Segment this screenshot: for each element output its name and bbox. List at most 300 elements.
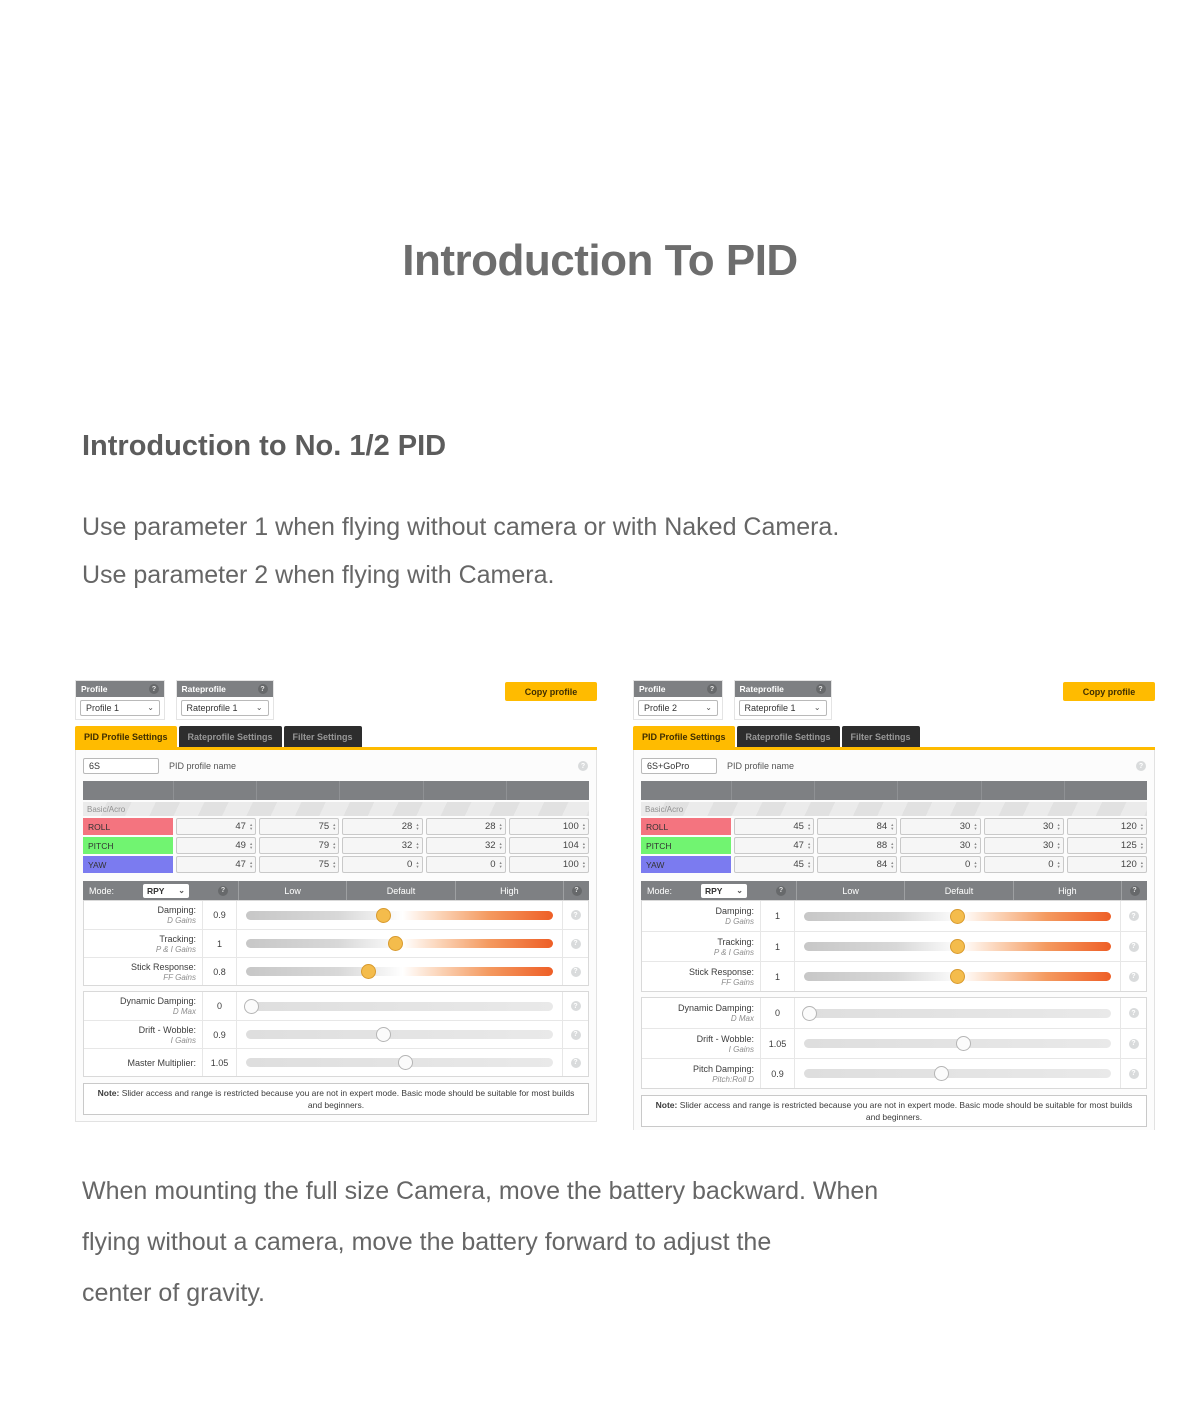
rateprofile-select[interactable] [181, 700, 269, 716]
slider-help-cell [1120, 962, 1146, 991]
pid-value-cell[interactable] [342, 818, 422, 835]
copy-profile-button[interactable]: Copy profile [505, 682, 597, 701]
slider-group-primary [83, 900, 589, 986]
help-icon[interactable]: ? [571, 939, 581, 949]
slider-track[interactable] [804, 972, 1111, 981]
spinner-arrows-icon[interactable] [333, 823, 335, 831]
pid-value-cell[interactable] [426, 856, 506, 873]
pid-value-cell[interactable] [900, 856, 980, 873]
help-icon[interactable]: ? [571, 910, 581, 920]
spinner-down-icon[interactable]: ▾ [582, 825, 586, 831]
profile-box-label: Profile [81, 684, 108, 694]
help-icon[interactable]: ? [816, 684, 826, 694]
rateprofile-box-label: Rateprofile [739, 684, 784, 694]
pid-column-header [897, 781, 980, 800]
profile-select-value: Profile 2 [644, 703, 678, 713]
pid-value-cell[interactable] [1067, 818, 1147, 835]
pid-value-cell[interactable] [734, 818, 814, 835]
pid-value-cell[interactable] [1067, 856, 1147, 873]
slider-track[interactable] [246, 939, 553, 948]
pid-value: 47 [793, 840, 804, 851]
spinner-down-icon[interactable]: ▾ [891, 825, 894, 831]
slider-help-cell [1120, 901, 1146, 931]
pid-value-cell[interactable] [509, 856, 589, 873]
pid-table [83, 781, 589, 873]
rateprofile-box [734, 680, 832, 720]
spinner-down-icon[interactable]: ▾ [1140, 825, 1144, 831]
outro-line: center of gravity. [82, 1279, 265, 1307]
spinner-arrows-icon[interactable] [583, 861, 585, 869]
spinner-up-icon[interactable]: ▴ [807, 859, 811, 865]
slider-label-sub: P & I Gains [713, 947, 754, 957]
slider-label [642, 1029, 760, 1058]
slider-track-area [237, 930, 562, 957]
slider-value: 1 [760, 962, 795, 991]
spinner-up-icon[interactable]: ▴ [1140, 840, 1144, 846]
spinner-up-icon[interactable]: ▴ [1057, 859, 1060, 865]
slider-track[interactable] [246, 911, 553, 920]
slider-row [84, 929, 588, 957]
spinner-arrows-icon[interactable] [416, 861, 418, 869]
slider-group-primary [641, 900, 1147, 992]
help-icon[interactable]: ? [1129, 972, 1139, 982]
slider-label-main: Drift - Wobble: [138, 1024, 196, 1035]
slider-label-sub: FF Gains [721, 977, 754, 987]
pid-value-cell[interactable] [176, 856, 256, 873]
spinner-arrows-icon[interactable] [416, 823, 418, 831]
pid-value: 30 [959, 821, 971, 832]
tab-rateprofile-settings[interactable]: Rateprofile Settings [179, 726, 282, 747]
slider-label [642, 998, 760, 1028]
spinner-up-icon[interactable]: ▴ [1140, 859, 1144, 865]
spinner-down-icon[interactable]: ▾ [499, 863, 502, 869]
spinner-arrows-icon[interactable] [1058, 842, 1060, 850]
settings-tabs [75, 726, 597, 747]
slider-track-area [237, 1021, 562, 1048]
rateprofile-select-value: Rateprofile 1 [186, 703, 238, 713]
spinner-up-icon[interactable]: ▴ [1057, 821, 1060, 827]
slider-value: 0.9 [202, 901, 237, 929]
pid-value: 100 [562, 859, 579, 870]
help-icon[interactable]: ? [1130, 886, 1140, 896]
pid-column-header [173, 781, 256, 800]
pid-column-header [256, 781, 339, 800]
chevron-down-icon: ⌄ [705, 703, 712, 712]
pid-table-row [83, 856, 589, 873]
profile-name-row [83, 756, 589, 776]
slider-track[interactable] [804, 1039, 1111, 1048]
slider-help-cell [562, 930, 588, 957]
slider-knob[interactable] [244, 999, 259, 1014]
spinner-down-icon[interactable]: ▾ [807, 863, 811, 869]
help-icon[interactable]: ? [776, 886, 786, 896]
spinner-arrows-icon[interactable] [1058, 861, 1060, 869]
profile-select[interactable] [80, 700, 160, 716]
help-icon[interactable]: ? [1136, 761, 1146, 771]
pid-value: 0 [965, 859, 971, 870]
pid-group-label: Basic/Acro [83, 802, 589, 816]
pid-value-cell[interactable] [1067, 837, 1147, 854]
spinner-up-icon[interactable]: ▴ [1057, 840, 1060, 846]
pid-value: 84 [876, 821, 888, 832]
slider-label-sub: P & I Gains [155, 944, 196, 954]
pid-value-cell[interactable] [342, 856, 422, 873]
spinner-up-icon[interactable]: ▴ [891, 859, 894, 865]
spinner-down-icon[interactable]: ▾ [974, 863, 977, 869]
spinner-up-icon[interactable]: ▴ [499, 840, 502, 846]
tab-filter-settings[interactable]: Filter Settings [842, 726, 920, 747]
pid-profile-name-input[interactable]: 6S+GoPro [641, 758, 717, 774]
slider-value: 1 [760, 901, 795, 931]
pid-value-cell[interactable] [817, 818, 897, 835]
slider-row [84, 1020, 588, 1048]
spinner-down-icon[interactable]: ▾ [891, 863, 894, 869]
mode-select-value: RPY [705, 885, 723, 896]
help-icon[interactable]: ? [578, 761, 588, 771]
help-icon[interactable]: ? [572, 886, 582, 896]
spinner-up-icon[interactable]: ▴ [333, 821, 336, 827]
pid-value-cell[interactable] [900, 837, 980, 854]
spinner-arrows-icon[interactable] [500, 861, 502, 869]
slider-group-secondary [83, 991, 589, 1077]
slider-track-area [237, 992, 562, 1020]
spinner-down-icon[interactable]: ▾ [1057, 825, 1060, 831]
slider-label [84, 958, 202, 985]
slider-help-cell [562, 1049, 588, 1076]
pid-value-cell[interactable] [509, 818, 589, 835]
slider-section [641, 881, 1147, 1089]
intro-line: Use parameter 2 when flying with Camera. [82, 561, 555, 589]
slider-label [84, 992, 202, 1020]
slider-help-cell [1120, 998, 1146, 1028]
profile-box-label: Profile [639, 684, 666, 694]
slider-track-area [795, 901, 1120, 931]
rateprofile-box-label: Rateprofile [181, 684, 226, 694]
spinner-arrows-icon[interactable] [250, 823, 252, 831]
pid-value-cell[interactable] [259, 818, 339, 835]
spinner-down-icon[interactable]: ▾ [333, 863, 336, 869]
pid-table [641, 781, 1147, 873]
spinner-arrows-icon[interactable] [333, 842, 335, 850]
slider-track-area [237, 958, 562, 985]
spinner-arrows-icon[interactable] [808, 861, 810, 869]
slider-knob[interactable] [376, 908, 391, 923]
slider-knob[interactable] [950, 969, 965, 984]
spinner-down-icon[interactable]: ▾ [249, 825, 253, 831]
pid-value: 28 [401, 821, 413, 832]
rateprofile-box [176, 680, 274, 720]
slider-value: 1.05 [760, 1029, 795, 1058]
spinner-down-icon[interactable]: ▾ [974, 825, 977, 831]
help-icon[interactable]: ? [149, 684, 159, 694]
spinner-arrows-icon[interactable] [250, 842, 252, 850]
pid-value-cell[interactable] [342, 837, 422, 854]
pid-value-cell[interactable] [900, 818, 980, 835]
spinner-arrows-icon[interactable] [974, 842, 976, 850]
spinner-down-icon[interactable]: ▾ [333, 844, 336, 850]
spinner-up-icon[interactable]: ▴ [249, 859, 253, 865]
spinner-down-icon[interactable]: ▾ [1140, 844, 1144, 850]
slider-help-cell [562, 1021, 588, 1048]
slider-value: 0.9 [202, 1021, 237, 1048]
slider-knob[interactable] [934, 1066, 949, 1081]
spinner-up-icon[interactable]: ▴ [333, 840, 336, 846]
spinner-arrows-icon[interactable] [1141, 861, 1143, 869]
note-text: Slider access and range is restricted because you are not in expert mode. Basic mode should be suitable for most builds and beginners. [677, 1100, 1133, 1122]
profile-select[interactable] [638, 700, 718, 716]
spinner-down-icon[interactable]: ▾ [249, 844, 253, 850]
pid-value: 0 [490, 859, 496, 870]
spinner-down-icon[interactable]: ▾ [582, 863, 586, 869]
help-icon[interactable]: ? [571, 1058, 581, 1068]
slider-header-help [563, 881, 589, 900]
slider-track[interactable] [246, 1030, 553, 1039]
pid-table-header [641, 781, 1147, 800]
slider-section-header [83, 881, 589, 900]
spinner-arrows-icon[interactable] [1058, 823, 1060, 831]
spinner-down-icon[interactable]: ▾ [249, 863, 253, 869]
copy-profile-button[interactable]: Copy profile [1063, 682, 1155, 701]
help-icon[interactable]: ? [707, 684, 717, 694]
help-icon[interactable]: ? [1129, 1069, 1139, 1079]
profile-toolbar [75, 680, 597, 720]
axis-label: PITCH [641, 837, 731, 854]
axis-label: ROLL [641, 818, 731, 835]
spinner-arrows-icon[interactable] [500, 823, 502, 831]
pid-value-cell[interactable] [509, 837, 589, 854]
pid-value-cell[interactable] [426, 837, 506, 854]
spinner-arrows-icon[interactable] [1141, 823, 1143, 831]
spinner-up-icon[interactable]: ▴ [974, 821, 977, 827]
pid-value-cell[interactable] [426, 818, 506, 835]
pid-value-cell[interactable] [984, 856, 1064, 873]
spinner-up-icon[interactable]: ▴ [416, 821, 419, 827]
pid-value: 75 [318, 859, 330, 870]
slider-knob[interactable] [376, 1027, 391, 1042]
page-title: Introduction To PID [402, 236, 798, 285]
axis-label: YAW [641, 856, 731, 873]
spinner-up-icon[interactable]: ▴ [807, 840, 811, 846]
spinner-arrows-icon[interactable] [583, 842, 585, 850]
slider-track-area [795, 998, 1120, 1028]
help-icon[interactable]: ? [571, 1001, 581, 1011]
betaflight-screenshot-right [618, 678, 1166, 1130]
spinner-arrows-icon[interactable] [333, 861, 335, 869]
range-label-high: High [1013, 881, 1121, 900]
pid-value-cell[interactable] [984, 837, 1064, 854]
tab-filter-settings[interactable]: Filter Settings [284, 726, 362, 747]
spinner-down-icon[interactable]: ▾ [974, 844, 977, 850]
spinner-down-icon[interactable]: ▾ [1057, 844, 1060, 850]
spinner-arrows-icon[interactable] [808, 823, 810, 831]
profile-toolbar [633, 680, 1155, 720]
slider-knob[interactable] [361, 964, 376, 979]
tab-rateprofile-settings[interactable]: Rateprofile Settings [737, 726, 840, 747]
pid-value: 75 [318, 821, 330, 832]
slider-track[interactable] [804, 1069, 1111, 1078]
spinner-down-icon[interactable]: ▾ [499, 825, 502, 831]
range-label-high: High [455, 881, 563, 900]
pid-value: 104 [562, 840, 579, 851]
pid-column-header [339, 781, 422, 800]
spinner-down-icon[interactable]: ▾ [416, 863, 419, 869]
spinner-down-icon[interactable]: ▾ [1057, 863, 1060, 869]
slider-label-sub: FF Gains [163, 972, 196, 982]
spinner-up-icon[interactable]: ▴ [333, 859, 336, 865]
range-labels [796, 881, 1121, 900]
spinner-up-icon[interactable]: ▴ [891, 840, 894, 846]
help-icon[interactable]: ? [1129, 942, 1139, 952]
pid-value: 28 [484, 821, 496, 832]
range-label-low: Low [238, 881, 346, 900]
spinner-down-icon[interactable]: ▾ [499, 844, 502, 850]
slider-knob[interactable] [802, 1006, 817, 1021]
slider-label [642, 901, 760, 931]
spinner-up-icon[interactable]: ▴ [582, 821, 586, 827]
pid-value: 32 [484, 840, 496, 851]
spinner-arrows-icon[interactable] [974, 861, 976, 869]
spinner-up-icon[interactable]: ▴ [249, 840, 253, 846]
slider-track[interactable] [246, 967, 553, 976]
slider-label [84, 901, 202, 929]
spinner-up-icon[interactable]: ▴ [416, 840, 419, 846]
mode-select[interactable] [143, 884, 189, 898]
slider-group-secondary [641, 997, 1147, 1089]
help-icon[interactable]: ? [1129, 1039, 1139, 1049]
pid-value: 100 [562, 821, 579, 832]
spinner-arrows-icon[interactable] [974, 823, 976, 831]
spinner-arrows-icon[interactable] [808, 842, 810, 850]
spinner-arrows-icon[interactable] [416, 842, 418, 850]
tab-pid-profile-settings[interactable]: PID Profile Settings [633, 726, 735, 747]
spinner-down-icon[interactable]: ▾ [416, 825, 419, 831]
pid-table-row [83, 837, 589, 854]
range-label-default: Default [904, 881, 1012, 900]
pid-value-cell[interactable] [984, 818, 1064, 835]
slider-row [642, 931, 1146, 961]
spinner-up-icon[interactable]: ▴ [891, 821, 894, 827]
pid-value-cell[interactable] [176, 818, 256, 835]
spinner-arrows-icon[interactable] [250, 861, 252, 869]
slider-track-area [237, 1049, 562, 1076]
slider-track[interactable] [246, 1002, 553, 1011]
pid-value-cell[interactable] [734, 837, 814, 854]
spinner-down-icon[interactable]: ▾ [333, 825, 336, 831]
rateprofile-select-value: Rateprofile 1 [744, 703, 796, 713]
slider-track-area [795, 962, 1120, 991]
slider-label-sub: D Gains [725, 917, 754, 926]
pid-column-header [423, 781, 506, 800]
spinner-up-icon[interactable]: ▴ [974, 840, 977, 846]
spinner-up-icon[interactable]: ▴ [416, 859, 419, 865]
spinner-arrows-icon[interactable] [891, 823, 893, 831]
mode-select[interactable] [701, 884, 747, 898]
slider-help-cell [562, 992, 588, 1020]
slider-track[interactable] [804, 942, 1111, 951]
pid-value-cell[interactable] [176, 837, 256, 854]
help-icon[interactable]: ? [218, 886, 228, 896]
slider-label-main: Tracking: [717, 936, 754, 947]
slider-track[interactable] [246, 1058, 553, 1067]
spinner-arrows-icon[interactable] [1141, 842, 1143, 850]
pid-profile-name-input[interactable]: 6S [83, 758, 159, 774]
slider-label-main: Stick Response: [130, 961, 196, 972]
help-icon[interactable]: ? [1129, 911, 1139, 921]
slider-label-sub: I Gains [170, 1035, 196, 1045]
pid-value: 45 [793, 859, 804, 870]
slider-row [642, 998, 1146, 1028]
pid-value-cell[interactable] [259, 837, 339, 854]
slider-knob[interactable] [398, 1055, 413, 1070]
spinner-down-icon[interactable]: ▾ [416, 844, 419, 850]
settings-tabs [633, 726, 1155, 747]
spinner-down-icon[interactable]: ▾ [582, 844, 586, 850]
section-heading: Introduction to No. 1/2 PID [82, 430, 447, 462]
help-icon[interactable]: ? [258, 684, 268, 694]
spinner-down-icon[interactable]: ▾ [807, 844, 811, 850]
pid-value-cell[interactable] [817, 856, 897, 873]
spinner-down-icon[interactable]: ▾ [1140, 863, 1144, 869]
help-icon[interactable]: ? [571, 967, 581, 977]
slider-track[interactable] [804, 912, 1111, 921]
pid-value-cell[interactable] [817, 837, 897, 854]
slider-knob[interactable] [950, 909, 965, 924]
chevron-down-icon: ⌄ [813, 703, 821, 712]
spinner-arrows-icon[interactable] [891, 842, 893, 850]
slider-track[interactable] [804, 1009, 1111, 1018]
tab-pid-profile-settings[interactable]: PID Profile Settings [75, 726, 177, 747]
slider-help-cell [562, 958, 588, 985]
spinner-arrows-icon[interactable] [891, 861, 893, 869]
spinner-up-icon[interactable]: ▴ [974, 859, 977, 865]
pid-value: 79 [318, 840, 330, 851]
note [641, 1095, 1147, 1127]
spinner-up-icon[interactable]: ▴ [582, 859, 586, 865]
pid-table-row [641, 856, 1147, 873]
mode-label: Mode: [647, 885, 673, 896]
spinner-up-icon[interactable]: ▴ [582, 840, 586, 846]
pid-axis-header-spacer [83, 781, 173, 800]
spinner-down-icon[interactable]: ▾ [891, 844, 894, 850]
rateprofile-select[interactable] [739, 700, 827, 716]
spinner-arrows-icon[interactable] [583, 823, 585, 831]
slider-knob[interactable] [950, 939, 965, 954]
slider-help-cell [1120, 1059, 1146, 1088]
help-icon[interactable]: ? [1129, 1008, 1139, 1018]
spinner-up-icon[interactable]: ▴ [499, 821, 502, 827]
spinner-up-icon[interactable]: ▴ [1140, 821, 1144, 827]
pid-value-cell[interactable] [734, 856, 814, 873]
slider-row [642, 1028, 1146, 1058]
slider-knob[interactable] [388, 936, 403, 951]
help-icon[interactable]: ? [571, 1030, 581, 1040]
screenshots-row [0, 678, 1200, 1148]
pid-value: 0 [1048, 859, 1054, 870]
spinner-up-icon[interactable]: ▴ [249, 821, 253, 827]
pid-group-label: Basic/Acro [641, 802, 1147, 816]
spinner-down-icon[interactable]: ▾ [807, 825, 811, 831]
mode-label: Mode: [89, 885, 115, 896]
slider-knob[interactable] [956, 1036, 971, 1051]
intro-paragraph [82, 503, 839, 599]
slider-label-main: Drift - Wobble: [696, 1033, 754, 1044]
spinner-up-icon[interactable]: ▴ [807, 821, 811, 827]
slider-track-area [795, 932, 1120, 961]
pid-settings-panel [633, 750, 1155, 1130]
pid-value-cell[interactable] [259, 856, 339, 873]
spinner-up-icon[interactable]: ▴ [499, 859, 502, 865]
spinner-arrows-icon[interactable] [500, 842, 502, 850]
